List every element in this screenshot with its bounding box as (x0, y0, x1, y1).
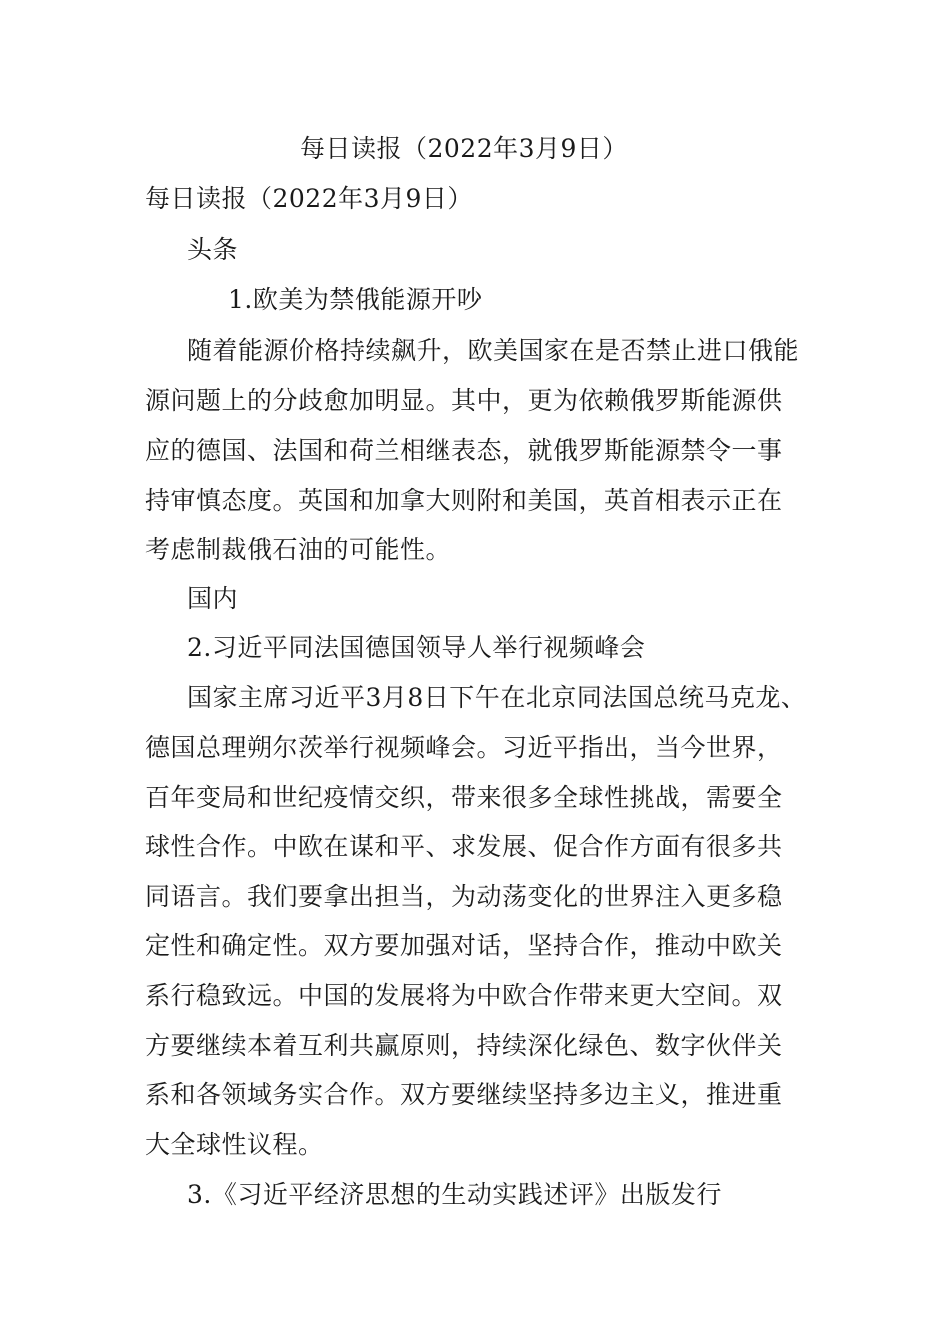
item1-line-3: 应的德国、法国和荷兰相继表态，就俄罗斯能源禁令一事 (145, 436, 783, 465)
item2-line-1: 国家主席习近平3月8日下午在北京同法国总统马克龙、 (187, 683, 807, 712)
section-headline: 头条 (187, 235, 239, 264)
document-subtitle: 每日读报（2022年3月9日） (145, 184, 473, 213)
item3-heading: 3.《习近平经济思想的生动实践述评》出版发行 (187, 1180, 722, 1209)
item2-line-3: 百年变局和世纪疫情交织，带来很多全球性挑战，需要全 (145, 783, 783, 812)
item2-heading: 2.习近平同法国德国领导人举行视频峰会 (187, 633, 646, 662)
item2-line-4: 球性合作。中欧在谋和平、求发展、促合作方面有很多共 (145, 832, 783, 861)
item2-line-10: 大全球性议程。 (145, 1130, 324, 1159)
item2-line-6: 定性和确定性。双方要加强对话，坚持合作，推动中欧关 (145, 931, 783, 960)
item2-line-2: 德国总理朔尔茨举行视频峰会。习近平指出，当今世界， (145, 733, 783, 762)
item2-line-9: 系和各领域务实合作。双方要继续坚持多边主义，推进重 (145, 1080, 783, 1109)
item1-line-2: 源问题上的分歧愈加明显。其中，更为依赖俄罗斯能源供 (145, 386, 783, 415)
item2-line-7: 系行稳致远。中国的发展将为中欧合作带来更大空间。双 (145, 981, 783, 1010)
item1-line-1: 随着能源价格持续飙升，欧美国家在是否禁止进口俄能 (187, 336, 800, 365)
item2-line-5: 同语言。我们要拿出担当，为动荡变化的世界注入更多稳 (145, 882, 783, 911)
item1-line-4: 持审慎态度。英国和加拿大则附和美国，英首相表示正在 (145, 486, 783, 515)
item1-heading: 1.欧美为禁俄能源开吵 (228, 285, 483, 314)
section-domestic: 国内 (187, 584, 239, 613)
item2-line-8: 方要继续本着互利共赢原则，持续深化绿色、数字伙伴关 (145, 1031, 783, 1060)
document-title: 每日读报（2022年3月9日） (300, 134, 628, 163)
item1-line-5: 考虑制裁俄石油的可能性。 (145, 535, 452, 564)
